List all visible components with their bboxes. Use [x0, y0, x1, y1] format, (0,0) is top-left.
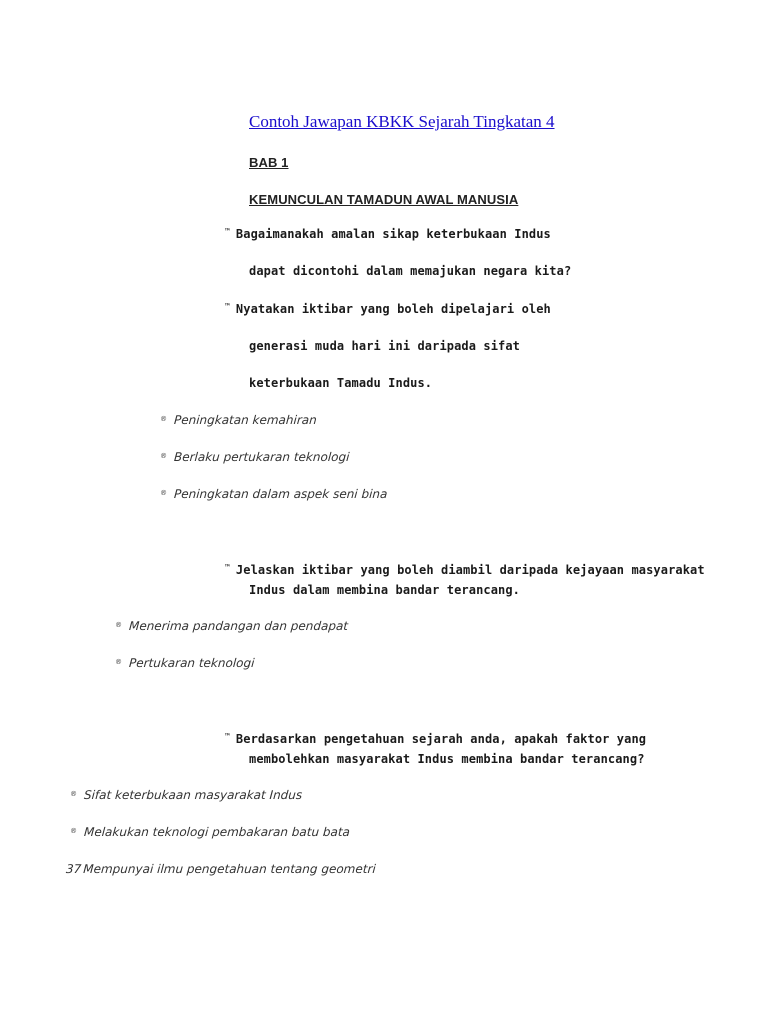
registered-bullet-icon: ® [159, 452, 168, 460]
answer-2-3: ® Peningkatan dalam aspek seni bina [159, 487, 388, 501]
answer-3-1: ® Menerima pandangan dan pendapat [114, 619, 349, 633]
trademark-bullet-icon: ™ [225, 732, 230, 741]
question-2-line-2: generasi muda hari ini daripada sifat [249, 339, 521, 353]
answer-4-3: 37Mempunyai ilmu pengetahuan tentang geometri [65, 862, 377, 876]
registered-bullet-icon: ® [114, 621, 123, 629]
question-4-line-1: ™ Berdasarkan pengetahuan sejarah anda, apakah faktor yang [225, 732, 647, 746]
question-3-line-2: Indus dalam membina bandar terancang. [249, 583, 521, 597]
answer-4-2: ® Melakukan teknologi pembakaran batu bata [69, 825, 351, 839]
question-2-line-3: keterbukaan Tamadu Indus. [249, 376, 433, 390]
question-1-line-2: dapat dicontohi dalam memajukan negara kita? [249, 264, 572, 278]
registered-bullet-icon: ® [69, 827, 78, 835]
answer-4-1: ® Sifat keterbukaan masyarakat Indus [69, 788, 303, 802]
registered-bullet-icon: ® [69, 790, 78, 798]
registered-bullet-icon: ® [114, 658, 123, 666]
question-3-line-1: ™ Jelaskan iktibar yang boleh diambil daripada kejayaan masyarakat [225, 563, 705, 577]
answer-2-1: ® Peningkatan kemahiran [159, 413, 318, 427]
trademark-bullet-icon: ™ [225, 563, 230, 572]
question-1-line-1: ™ Bagaimanakah amalan sikap keterbukaan Indus [225, 227, 551, 241]
answer-3-2: ® Pertukaran teknologi [114, 656, 255, 670]
registered-bullet-icon: ® [159, 489, 168, 497]
answer-number: 37 [65, 862, 82, 876]
registered-bullet-icon: ® [159, 415, 168, 423]
trademark-bullet-icon: ™ [225, 302, 230, 311]
chapter-title: KEMUNCULAN TAMADUN AWAL MANUSIA [249, 192, 519, 207]
question-4-line-2: membolehkan masyarakat Indus membina bandar terancang? [249, 752, 645, 766]
question-2-line-1: ™ Nyatakan iktibar yang boleh dipelajari oleh [225, 302, 551, 316]
answer-2-2: ® Berlaku pertukaran teknologi [159, 450, 350, 464]
document-title[interactable]: Contoh Jawapan KBKK Sejarah Tingkatan 4 [249, 112, 555, 131]
chapter-label: BAB 1 [249, 155, 289, 170]
trademark-bullet-icon: ™ [225, 227, 230, 236]
